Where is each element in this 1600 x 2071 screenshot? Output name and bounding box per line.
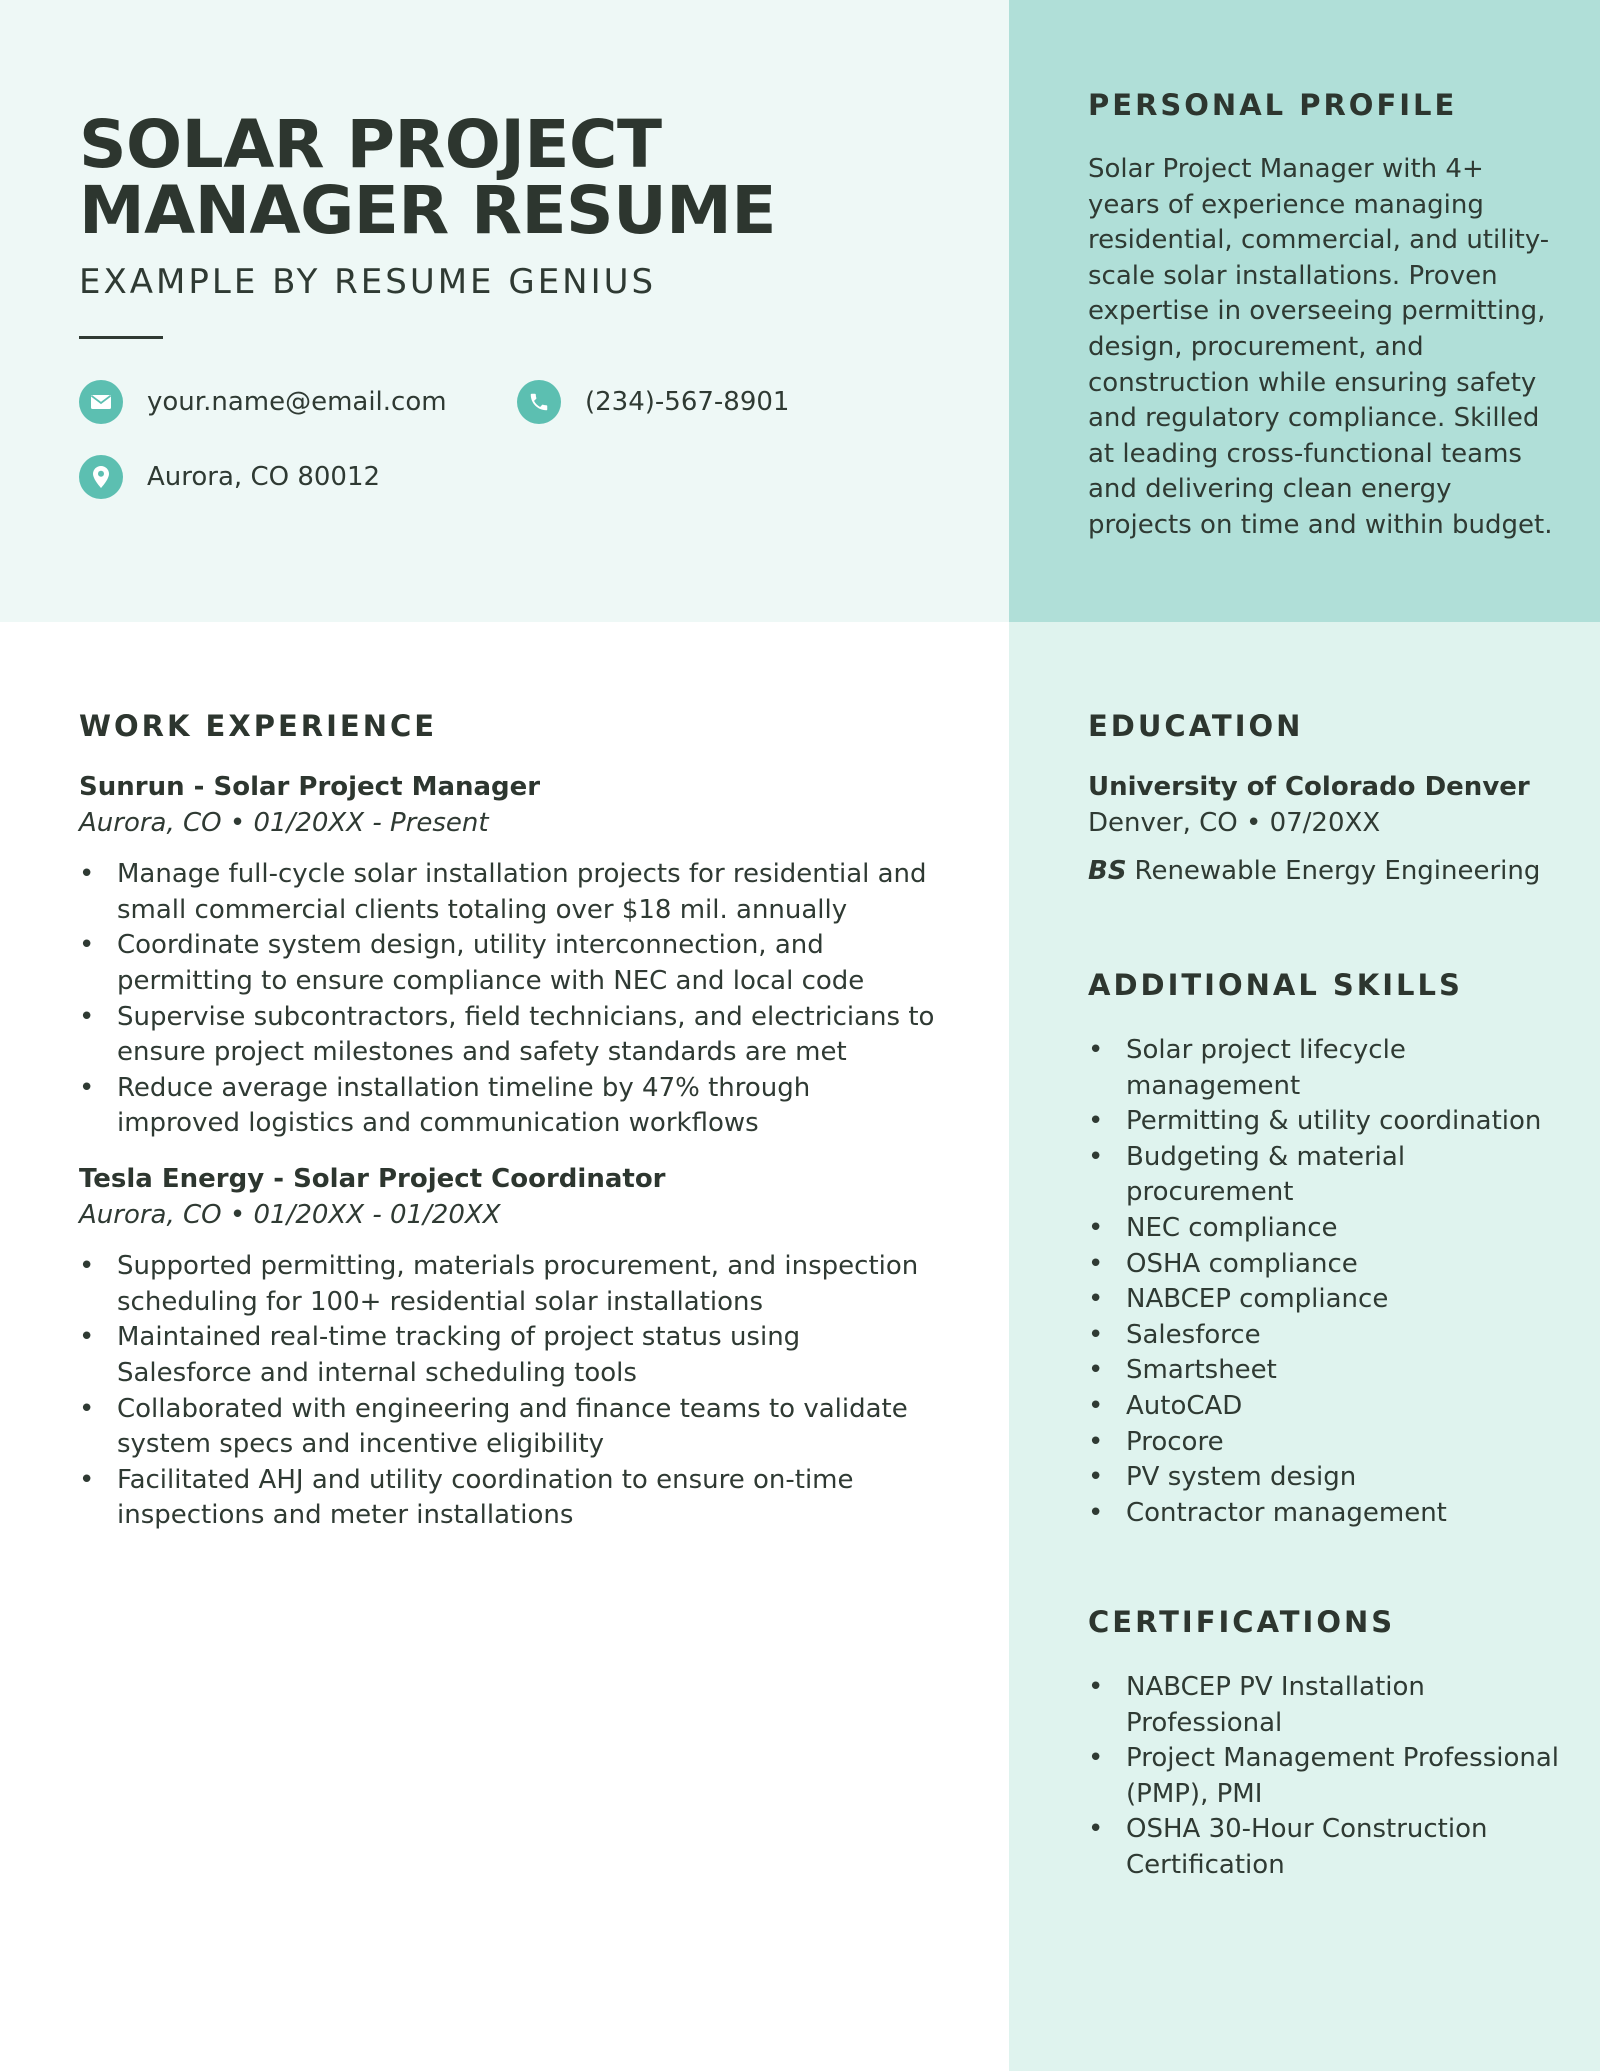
profile-heading: PERSONAL PROFILE — [1088, 88, 1458, 122]
resume-subtitle: EXAMPLE BY RESUME GENIUS — [79, 262, 657, 302]
education-degree — [1088, 854, 1568, 890]
skill-item: • AutoCAD — [1088, 1389, 1578, 1425]
job-title: Sunrun - Solar Project Manager — [79, 772, 541, 802]
skill-item: • Budgeting & material procurement — [1088, 1140, 1578, 1211]
certification-item: • Project Management Professional (PMP), PMI — [1088, 1741, 1578, 1812]
skill-item: • NABCEP compliance — [1088, 1282, 1578, 1318]
job-bullets — [79, 857, 939, 1142]
envelope-icon — [79, 380, 123, 424]
skills-heading: ADDITIONAL SKILLS — [1088, 968, 1463, 1002]
header-divider — [79, 336, 163, 339]
skills-list — [1088, 1033, 1578, 1531]
certification-item: • NABCEP PV Installation Professional — [1088, 1670, 1578, 1741]
work-heading: WORK EXPERIENCE — [79, 709, 438, 743]
education-meta: Denver, CO • 07/20XX — [1088, 807, 1381, 838]
skill-item: • Permitting & utility coordination — [1088, 1104, 1578, 1140]
phone-text: (234)-567-8901 — [585, 387, 790, 417]
work-experience-list — [79, 770, 939, 1554]
education-school: University of Colorado Denver — [1088, 772, 1530, 802]
job-title: Tesla Energy - Solar Project Coordinator — [79, 1163, 666, 1194]
contact-location — [79, 455, 380, 499]
certification-item: • OSHA 30-Hour Construction Certification — [1088, 1812, 1578, 1883]
profile-text: Solar Project Manager with 4+ years of experience managing residential, commercial, and utility-scale solar installations. Proven expertise in overseeing permitting, design, procurement, and construction while ensuring safety and regulatory compliance. Skilled at leading cross-functional teams and delivering clean energy projects on time and within budget. — [1088, 154, 1553, 540]
job-bullets — [79, 1249, 939, 1534]
job-entry — [79, 1162, 939, 1534]
job-bullet: • Facilitated AHJ and utility coordination to ensure on-time inspections and meter installations — [79, 1463, 939, 1534]
email-text: your.name@email.com — [147, 387, 447, 417]
phone-icon — [517, 380, 561, 424]
skill-item: • PV system design — [1088, 1460, 1578, 1496]
skill-item: • Procore — [1088, 1425, 1578, 1461]
job-meta: Aurora, CO • 01/20XX - Present — [79, 807, 489, 838]
job-bullet: • Maintained real-time tracking of project status using Salesforce and internal scheduling tools — [79, 1320, 939, 1391]
degree-type: BS — [1088, 856, 1127, 887]
job-bullet: • Collaborated with engineering and finance teams to validate system specs and incentive eligibility — [79, 1392, 939, 1463]
degree-field: Renewable Energy Engineering — [1134, 856, 1541, 887]
job-meta: Aurora, CO • 01/20XX - 01/20XX — [79, 1199, 501, 1230]
certifications-list — [1088, 1670, 1578, 1884]
header-background — [0, 0, 1009, 622]
title-line-2: MANAGER RESUME — [79, 172, 776, 249]
location-text: Aurora, CO 80012 — [147, 462, 381, 492]
skill-item: • Solar project lifecycle management — [1088, 1033, 1578, 1104]
job-entry — [79, 770, 939, 1142]
job-bullet: • Supervise subcontractors, field technicians, and electricians to ensure project milestones and safety standards are met — [79, 1000, 939, 1071]
skill-item: • NEC compliance — [1088, 1211, 1578, 1247]
map-pin-icon — [79, 455, 123, 499]
skill-item: • Contractor management — [1088, 1496, 1578, 1532]
skill-item: • Salesforce — [1088, 1318, 1578, 1354]
education-entry — [1088, 770, 1568, 890]
skill-item: • Smartsheet — [1088, 1353, 1578, 1389]
job-bullet: • Reduce average installation timeline by 47% through improved logistics and communication workflows — [79, 1071, 939, 1142]
title-line-1: SOLAR PROJECT — [79, 106, 662, 183]
certifications-heading: CERTIFICATIONS — [1088, 1605, 1396, 1639]
job-bullet: • Manage full-cycle solar installation projects for residential and small commercial clients totaling over $18 mil. annually — [79, 857, 939, 928]
resume-title — [79, 106, 979, 249]
job-bullet: • Supported permitting, materials procurement, and inspection scheduling for 100+ residential solar installations — [79, 1249, 939, 1320]
contact-phone[interactable] — [517, 380, 789, 424]
skill-item: • OSHA compliance — [1088, 1247, 1578, 1283]
contact-email[interactable] — [79, 380, 447, 424]
job-bullet: • Coordinate system design, utility interconnection, and permitting to ensure compliance with NEC and local code — [79, 928, 939, 999]
education-heading: EDUCATION — [1088, 709, 1304, 743]
